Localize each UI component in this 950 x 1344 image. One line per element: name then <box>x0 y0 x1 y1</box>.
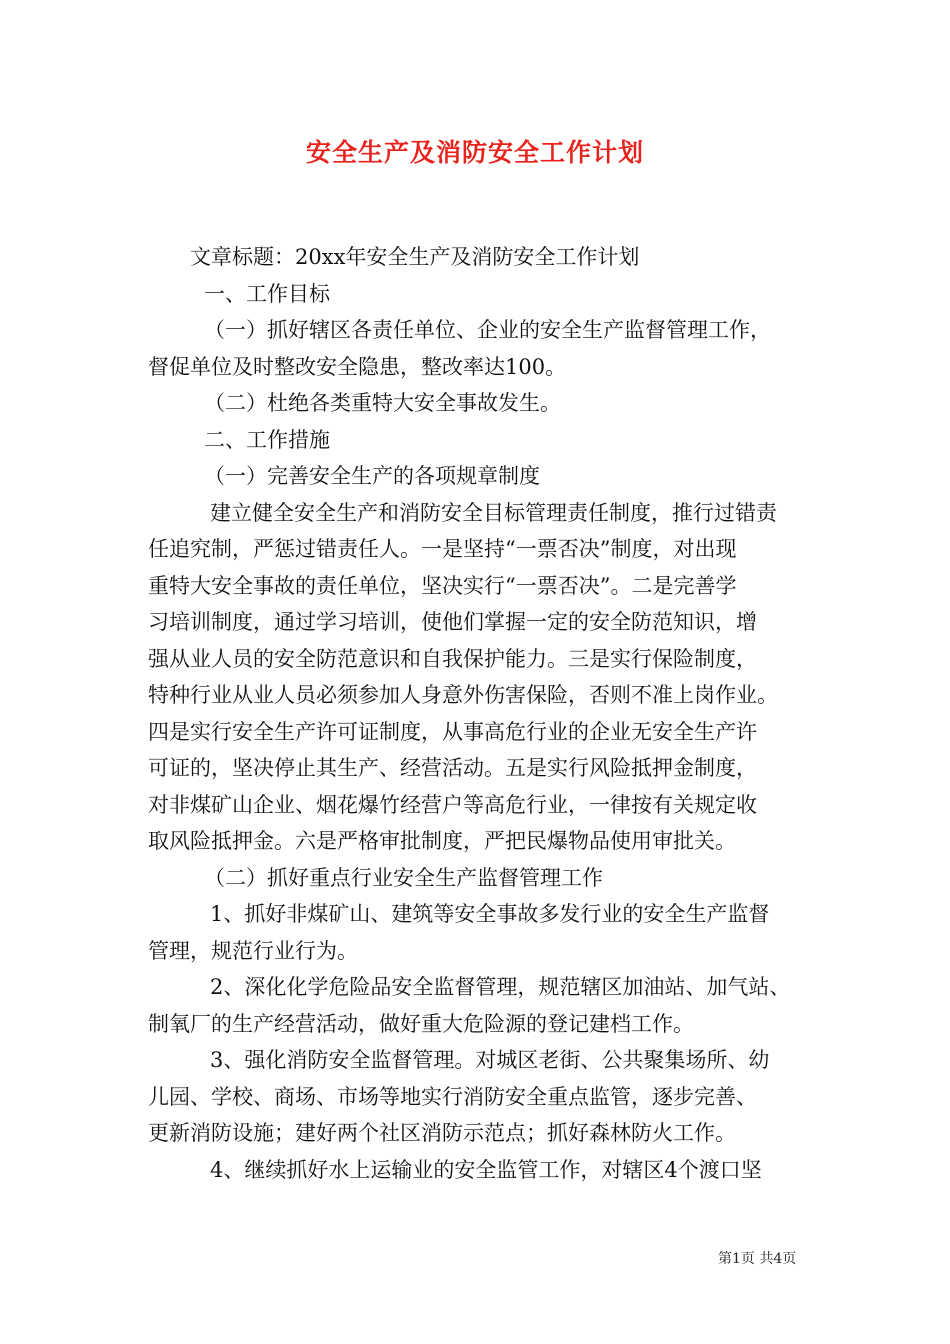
text-line: 3、强化消防安全监督管理。对城区老街、公共聚集场所、幼 <box>210 1048 770 1072</box>
text-line: 四是实行安全生产许可证制度，从事高危行业的企业无安全生产许 <box>148 719 757 744</box>
text-line: 1、抓好非煤矿山、建筑等安全事故多发行业的安全生产监督 <box>210 902 770 926</box>
text-line: 更新消防设施；建好两个社区消防示范点；抓好森林防火工作。 <box>148 1121 736 1145</box>
text-line: 取风险抵押金。六是严格审批制度，严把民爆物品使用审批关。 <box>148 829 736 853</box>
text-line: 一、工作目标 <box>204 281 330 306</box>
text-line: 文章标题：20xx年安全生产及消防安全工作计划 <box>190 245 640 269</box>
text-line: 建立健全安全生产和消防安全目标管理责任制度，推行过错责 <box>210 500 777 525</box>
text-line: 儿园、学校、商场、市场等地实行消防安全重点监管，逐步完善、 <box>148 1084 757 1109</box>
text-line: 任追究制，严惩过错责任人。一是坚持“一票否决”制度，对出现 <box>148 537 737 561</box>
text-line: （二）抓好重点行业安全生产监督管理工作 <box>204 865 603 890</box>
text-line: 制氧厂的生产经营活动，做好重大危险源的登记建档工作。 <box>148 1011 694 1036</box>
document-body <box>148 239 808 1188</box>
text-line: 2、深化化学危险品安全监督管理，规范辖区加油站、加气站、 <box>210 975 791 999</box>
text-line: 习培训制度，通过学习培训，使他们掌握一定的安全防范知识，增 <box>148 610 757 634</box>
text-line: 管理，规范行业行为。 <box>148 938 358 963</box>
text-line: 对非煤矿山企业、烟花爆竹经营户等高危行业，一律按有关规定收 <box>148 792 757 817</box>
text-line: 特种行业从业人员必须参加人身意外伤害保险，否则不准上岗作业。 <box>148 683 778 707</box>
page-number: 第1页 共4页 <box>718 1251 797 1267</box>
text-line: （二）杜绝各类重特大安全事故发生。 <box>204 391 561 415</box>
text-line: 重特大安全事故的责任单位，坚决实行“一票否决”。二是完善学 <box>148 573 737 598</box>
text-line: （一）抓好辖区各责任单位、企业的安全生产监督管理工作， <box>204 318 771 342</box>
text-line: 4、继续抓好水上运输业的安全监管工作，对辖区4个渡口坚 <box>210 1157 762 1182</box>
text-line: 督促单位及时整改安全隐患，整改率达100。 <box>148 354 567 379</box>
text-line: （一）完善安全生产的各项规章制度 <box>204 464 540 488</box>
text-line: 二、工作措施 <box>204 427 330 452</box>
document-title: 安全生产及消防安全工作计划 <box>305 138 644 167</box>
text-line: 可证的，坚决停止其生产、经营活动。五是实行风险抵押金制度， <box>148 756 757 780</box>
text-line: 强从业人员的安全防范意识和自我保护能力。三是实行保险制度， <box>148 646 757 671</box>
